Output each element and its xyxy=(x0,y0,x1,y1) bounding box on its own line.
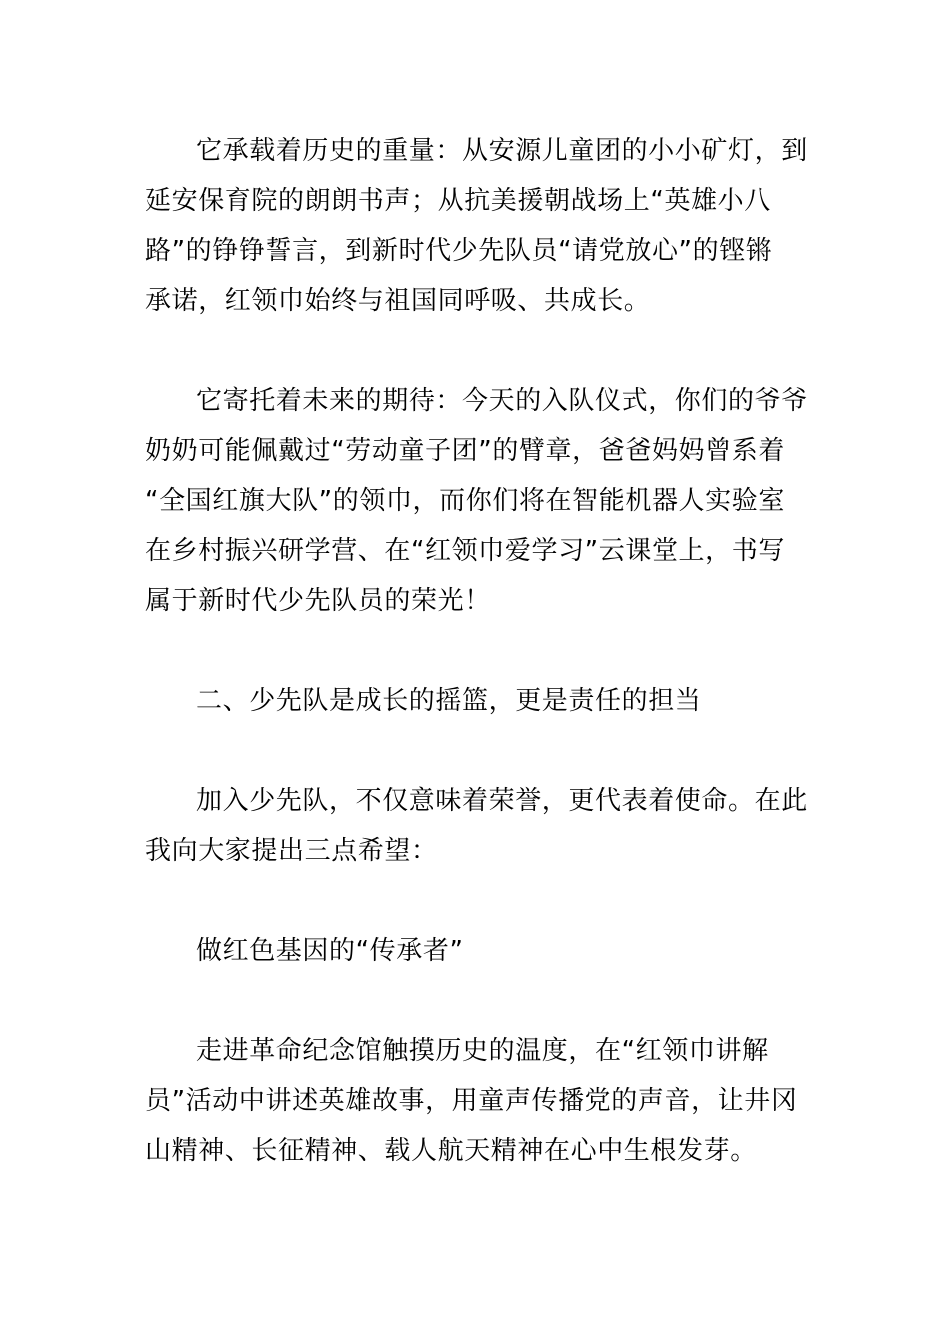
paragraph-2-line-3: “全国红旗大队”的领巾，而你们将在智能机器人实验室 xyxy=(145,486,785,516)
paragraph-3-line-1: 加入少先队，不仅意味着荣誉，更代表着使命。在此 xyxy=(196,786,808,816)
paragraph-1-line-1: 它承载着历史的重量：从安源儿童团的小小矿灯，到 xyxy=(196,136,808,166)
paragraph-2-line-1: 它寄托着未来的期待：今天的入队仪式，你们的爷爷 xyxy=(196,386,808,416)
paragraph-2-line-2: 奶奶可能佩戴过“劳动童子团”的臂章，爸爸妈妈曾系着 xyxy=(145,436,785,466)
paragraph-1-line-2: 延安保育院的朗朗书声；从抗美援朝战场上“英雄小八 xyxy=(145,186,771,216)
paragraph-2-line-4: 在乡村振兴研学营、在“红领巾爱学习”云课堂上，书写 xyxy=(145,536,785,566)
subheading: 做红色基因的“传承者” xyxy=(196,936,464,966)
paragraph-2-line-5: 属于新时代少先队员的荣光！ xyxy=(145,586,491,616)
paragraph-3-line-2: 我向大家提出三点希望： xyxy=(145,836,438,866)
paragraph-4-line-1: 走进革命纪念馆触摸历史的温度，在“红领巾讲解 xyxy=(196,1036,769,1066)
paragraph-1-line-3: 路”的铮铮誓言，到新时代少先队员“请党放心”的铿锵 xyxy=(145,236,773,266)
paragraph-4-line-3: 山精神、长征精神、载人航天精神在心中生根发芽。 xyxy=(145,1136,757,1166)
paragraph-1-line-4: 承诺，红领巾始终与祖国同呼吸、共成长。 xyxy=(145,286,651,316)
section-heading: 二、少先队是成长的摇篮，更是责任的担当 xyxy=(196,686,702,716)
paragraph-4-line-2: 员”活动中讲述英雄故事，用童声传播党的声音，让井冈 xyxy=(145,1086,798,1116)
